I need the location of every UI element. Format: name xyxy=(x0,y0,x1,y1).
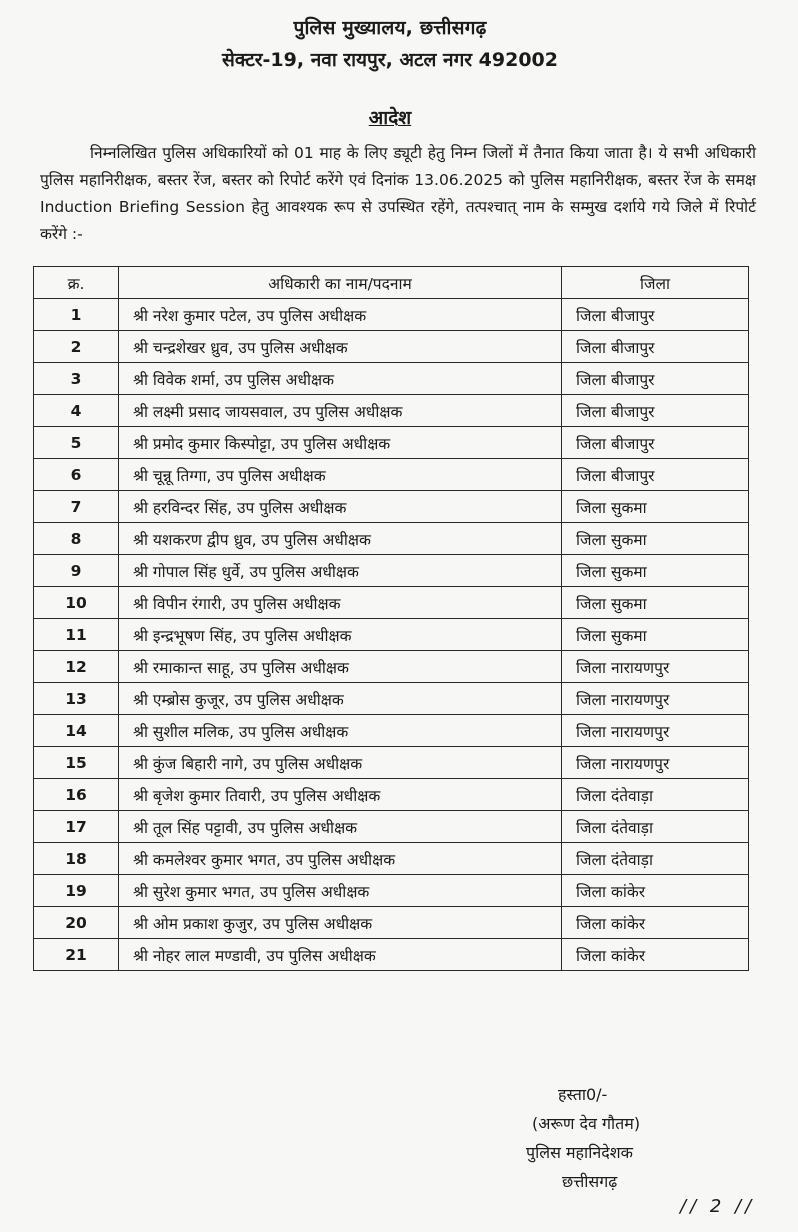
table-row xyxy=(34,779,749,811)
office-name: पुलिस मुख्यालय, छत्तीसगढ़ xyxy=(293,17,487,39)
table-row xyxy=(34,459,749,491)
signatory-name: (अरूण देव गौतम) xyxy=(532,1114,641,1133)
district-name: जिला सुकमा xyxy=(562,555,749,587)
header-officer: अधिकारी का नाम/पदनाम xyxy=(119,267,562,299)
district-name: जिला कांकेर xyxy=(562,939,749,971)
serial-number: 20 xyxy=(34,907,119,939)
serial-number: 17 xyxy=(34,811,119,843)
table-row xyxy=(34,811,749,843)
officer-name: श्री चून्नू तिग्गा, उप पुलिस अधीक्षक xyxy=(119,459,562,491)
district-name: जिला कांकेर xyxy=(562,907,749,939)
officer-table xyxy=(33,266,749,971)
district-name: जिला बीजापुर xyxy=(562,459,749,491)
district-name: जिला सुकमा xyxy=(562,587,749,619)
officer-name: श्री इन्द्रभूषण सिंह, उप पुलिस अधीक्षक xyxy=(119,619,562,651)
table-row xyxy=(34,747,749,779)
table-row xyxy=(34,939,749,971)
table-row xyxy=(34,491,749,523)
district-name: जिला सुकमा xyxy=(562,491,749,523)
officer-name: श्री यशकरण द्वीप ध्रुव, उप पुलिस अधीक्षक xyxy=(119,523,562,555)
serial-number: 4 xyxy=(34,395,119,427)
serial-number: 2 xyxy=(34,331,119,363)
table-row xyxy=(34,523,749,555)
serial-number: 3 xyxy=(34,363,119,395)
officer-name: श्री प्रमोद कुमार किस्पोट्टा, उप पुलिस अधीक्षक xyxy=(119,427,562,459)
district-name: जिला बीजापुर xyxy=(562,331,749,363)
district-name: जिला दंतेवाड़ा xyxy=(562,843,749,875)
table-row xyxy=(34,875,749,907)
serial-number: 1 xyxy=(34,299,119,331)
serial-number: 8 xyxy=(34,523,119,555)
serial-number: 14 xyxy=(34,715,119,747)
district-name: जिला बीजापुर xyxy=(562,395,749,427)
district-name: जिला नारायणपुर xyxy=(562,715,749,747)
table-row xyxy=(34,427,749,459)
district-name: जिला बीजापुर xyxy=(562,363,749,395)
officer-name: श्री गोपाल सिंह धुर्वे, उप पुलिस अधीक्षक xyxy=(119,555,562,587)
office-address: सेक्टर-19, नवा रायपुर, अटल नगर 492002 xyxy=(222,49,558,71)
page-number: // 2 // xyxy=(680,1196,756,1217)
table-row xyxy=(34,299,749,331)
serial-number: 11 xyxy=(34,619,119,651)
table-row xyxy=(34,651,749,683)
serial-number: 6 xyxy=(34,459,119,491)
serial-number: 13 xyxy=(34,683,119,715)
serial-number: 7 xyxy=(34,491,119,523)
serial-number: 18 xyxy=(34,843,119,875)
officer-name: श्री रमाकान्त साहू, उप पुलिस अधीक्षक xyxy=(119,651,562,683)
signed-mark: हस्ता0/- xyxy=(558,1085,608,1104)
signatory-state: छत्तीसगढ़ xyxy=(562,1172,618,1191)
header-serial: क्र. xyxy=(34,267,119,299)
order-title: आदेश xyxy=(368,107,412,129)
serial-number: 15 xyxy=(34,747,119,779)
officer-name: श्री नोहर लाल मण्डावी, उप पुलिस अधीक्षक xyxy=(119,939,562,971)
district-name: जिला सुकमा xyxy=(562,619,749,651)
table-row xyxy=(34,587,749,619)
serial-number: 21 xyxy=(34,939,119,971)
officer-name: श्री बृजेश कुमार तिवारी, उप पुलिस अधीक्षक xyxy=(119,779,562,811)
officer-name: श्री कमलेश्वर कुमार भगत, उप पुलिस अधीक्षक xyxy=(119,843,562,875)
officer-name: श्री नरेश कुमार पटेल, उप पुलिस अधीक्षक xyxy=(119,299,562,331)
district-name: जिला नारायणपुर xyxy=(562,683,749,715)
serial-number: 19 xyxy=(34,875,119,907)
table-row xyxy=(34,363,749,395)
officer-name: श्री चन्द्रशेखर ध्रुव, उप पुलिस अधीक्षक xyxy=(119,331,562,363)
officer-name: श्री कुंज बिहारी नागे, उप पुलिस अधीक्षक xyxy=(119,747,562,779)
officer-table-body xyxy=(34,299,749,971)
table-row xyxy=(34,331,749,363)
serial-number: 9 xyxy=(34,555,119,587)
district-name: जिला दंतेवाड़ा xyxy=(562,779,749,811)
district-name: जिला नारायणपुर xyxy=(562,747,749,779)
table-row xyxy=(34,619,749,651)
officer-name: श्री लक्ष्मी प्रसाद जायसवाल, उप पुलिस अधीक्षक xyxy=(119,395,562,427)
table-row xyxy=(34,715,749,747)
district-name: जिला दंतेवाड़ा xyxy=(562,811,749,843)
serial-number: 16 xyxy=(34,779,119,811)
table-row xyxy=(34,907,749,939)
header-district: जिला xyxy=(562,267,749,299)
officer-name: श्री तूल सिंह पट्टावी, उप पुलिस अधीक्षक xyxy=(119,811,562,843)
table-row xyxy=(34,683,749,715)
district-name: जिला बीजापुर xyxy=(562,299,749,331)
officer-name: श्री एम्ब्रोस कुजूर, उप पुलिस अधीक्षक xyxy=(119,683,562,715)
serial-number: 10 xyxy=(34,587,119,619)
table-row xyxy=(34,843,749,875)
serial-number: 12 xyxy=(34,651,119,683)
table-row xyxy=(34,395,749,427)
officer-name: श्री विपीन रंगारी, उप पुलिस अधीक्षक xyxy=(119,587,562,619)
officer-name: श्री सुशील मलिक, उप पुलिस अधीक्षक xyxy=(119,715,562,747)
table-row xyxy=(34,555,749,587)
district-name: जिला सुकमा xyxy=(562,523,749,555)
order-paragraph: निम्नलिखित पुलिस अधिकारियों को 01 माह के लिए ड्यूटी हेतु निम्न जिलों में तैनात किया जाता है। ये सभी अधिकारी पुलिस महानिरीक्षक, बस्तर रेंज, बस्तर को रिपोर्ट करेंगे एवं दिनांक 13.06.2025 को पुलिस महानिरीक्षक, बस्तर रेंज के समक्ष Induction Briefing Session हेतु आवश्यक रूप से उपस्थित रहेंगे, तत्पश्चात् नाम के सम्मुख दर्शाये गये जिले में रिपोर्ट करेंगे :- xyxy=(40,144,756,243)
officer-name: श्री सुरेश कुमार भगत, उप पुलिस अधीक्षक xyxy=(119,875,562,907)
district-name: जिला नारायणपुर xyxy=(562,651,749,683)
signatory-designation: पुलिस महानिदेशक xyxy=(526,1143,633,1162)
district-name: जिला कांकेर xyxy=(562,875,749,907)
officer-name: श्री ओम प्रकाश कुजुर, उप पुलिस अधीक्षक xyxy=(119,907,562,939)
officer-name: श्री हरविन्दर सिंह, उप पुलिस अधीक्षक xyxy=(119,491,562,523)
signature-block xyxy=(520,1080,750,1196)
serial-number: 5 xyxy=(34,427,119,459)
officer-name: श्री विवेक शर्मा, उप पुलिस अधीक्षक xyxy=(119,363,562,395)
table-header-row xyxy=(34,267,749,299)
district-name: जिला बीजापुर xyxy=(562,427,749,459)
